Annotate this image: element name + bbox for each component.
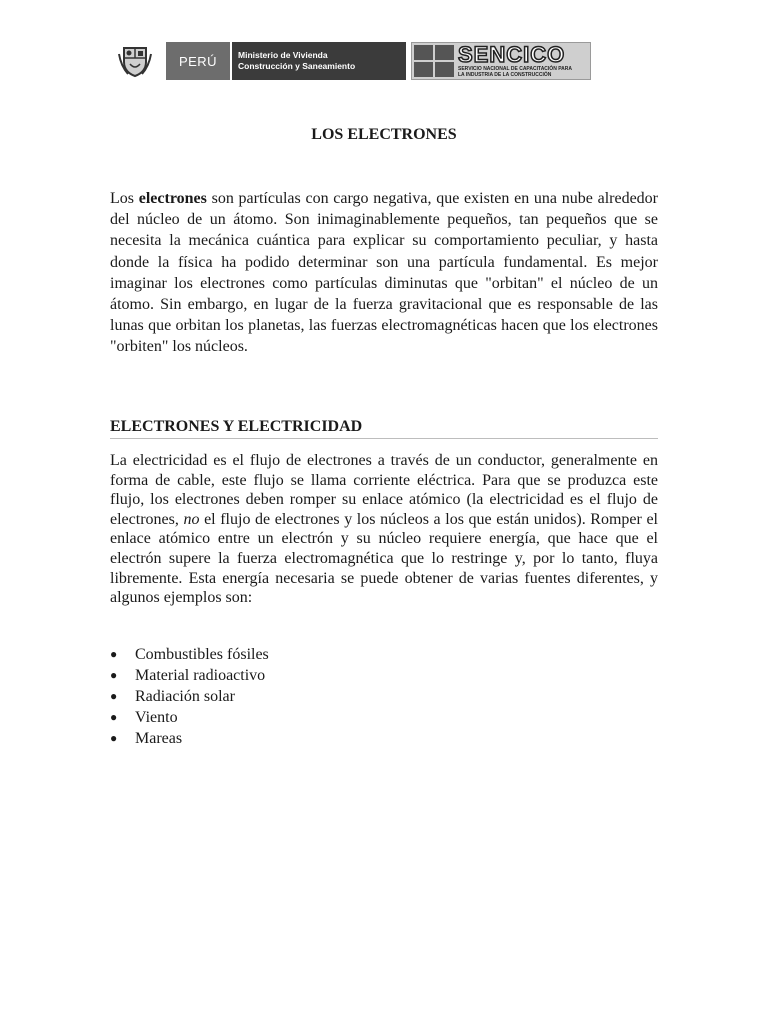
sencico-logo [411, 42, 591, 80]
bullet-icon: ● [110, 689, 118, 703]
bullet-icon: ● [110, 668, 118, 682]
list-item-label: Material radioactivo [135, 667, 266, 684]
sencico-name: SENCICO [458, 42, 566, 67]
bullet-icon: ● [110, 731, 118, 745]
section-text-start: La electricidad es el flujo de electrones a través de un conductor, generalmente en forma de cable, este flujo se llama corriente eléctrica. Para que se produzca este flujo, los electrones deben romper su enlace atómico (la electricidad es el flujo de electrones, [110, 452, 658, 528]
peru-label: PERÚ [166, 42, 230, 80]
ministry-label [232, 42, 406, 80]
header-logos [110, 42, 591, 80]
document-title: LOS ELECTRONES [311, 126, 457, 143]
section-italic-term: no [183, 510, 200, 528]
ministry-line-1: Ministerio de Vivienda [238, 50, 328, 60]
sencico-sub-1: SERVICIO NACIONAL DE CAPACITACIÓN PARA [458, 66, 572, 72]
list-item-label: Viento [135, 709, 178, 726]
list-item [110, 707, 269, 728]
list-item [110, 644, 269, 665]
bullet-icon: ● [110, 647, 118, 661]
bullet-icon: ● [110, 710, 118, 724]
list-item-label: Combustibles fósiles [135, 646, 269, 663]
intro-bold-term: electrones [138, 190, 207, 207]
list-item [110, 665, 269, 686]
coat-of-arms-icon [110, 42, 160, 80]
list-item [110, 686, 269, 707]
list-item-label: Radiación solar [135, 688, 235, 705]
ministry-line-2: Construcción y Saneamiento [238, 61, 356, 71]
list-item [110, 728, 269, 749]
intro-text-rest: son partículas con cargo negativa, que existen en una nube alrededor del núcleo de un átomo. Son inimaginablemente pequeños, tan pequeños que se necesita la mecánica cuántica para explicar su comportamiento peculiar, y hasta donde la física ha podido determinar son una partícula fundamental. Es mejor imaginar los electrones como partículas diminutas que "orbitan" el núcleo de un átomo. Sin embargo, en lugar de la fuerza gravitacional que es responsable de las lunas que orbitan los planetas, las fuerzas electromagnéticas hacen que los electrones "orbiten" los núcleos. [110, 190, 659, 356]
sencico-tools-icon [414, 45, 454, 77]
energy-sources-list [110, 644, 269, 749]
intro-text-start: Los [110, 190, 139, 207]
section-text-rest: el flujo de electrones y los núcleos a los que están unidos). Romper el enlace atómico entre un electrón y su núcleo requiere energía, que hace que el electrón supere la fuerza electromagnética que lo restringe y, por lo tanto, fluya libremente. Esta energía necesaria se puede obtener de varias fuentes diferentes, y algunos ejemplos son: [110, 510, 659, 607]
list-item-label: Mareas [135, 730, 183, 747]
sencico-sub-2: LA INDUSTRIA DE LA CONSTRUCCIÓN [458, 72, 552, 78]
intro-paragraph [110, 188, 658, 358]
section-heading: ELECTRONES Y ELECTRICIDAD [110, 418, 658, 439]
section-paragraph [110, 451, 658, 608]
